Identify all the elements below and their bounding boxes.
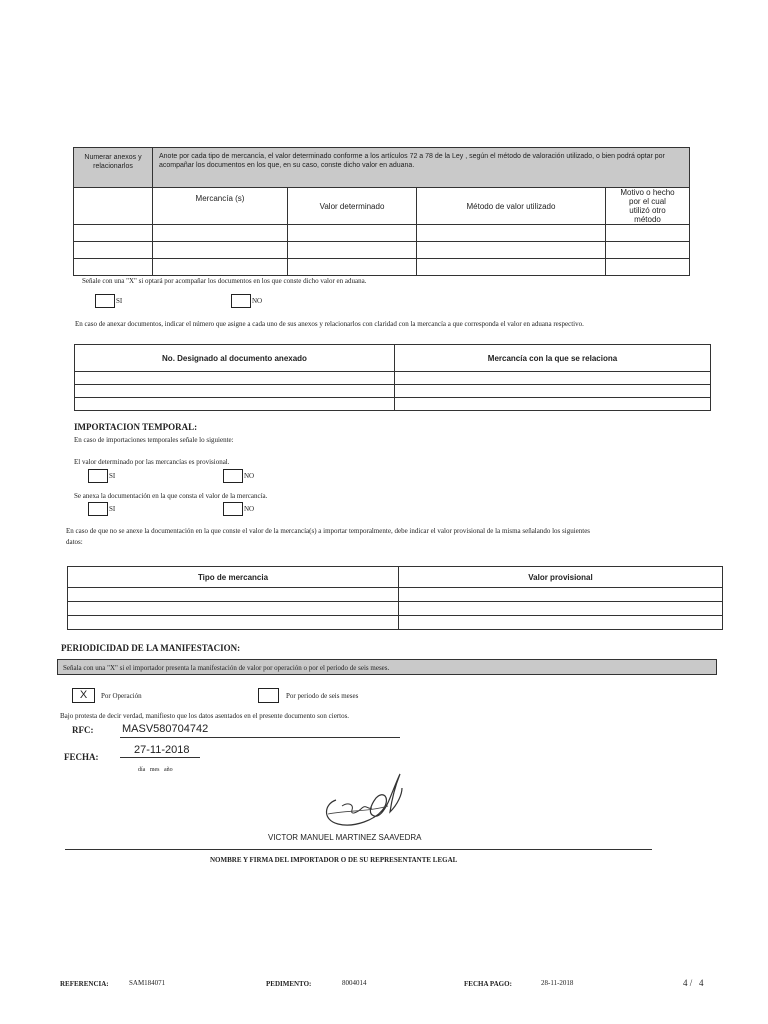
signature-caption: NOMBRE Y FIRMA DEL IMPORTADOR O DE SU REPRESENTANTE LEGAL [210,856,458,864]
fecha-value: 27-11-2018 [134,744,190,756]
temporal-intro: En caso de importaciones temporales señale lo siguiente: [74,436,234,444]
signature-image [318,768,408,838]
signature-line [65,849,652,850]
accompany-yes-checkbox[interactable] [95,294,115,308]
table-row [75,385,711,398]
annex-yes-label: SI [109,505,116,513]
header-tipo-mercancia: Tipo de mercancia [68,567,399,588]
per-six-months-checkbox[interactable] [258,688,279,703]
provisional-no-label: NO [244,472,255,480]
table-row [74,225,690,242]
footer-referencia-label: REFERENCIA: [60,980,109,988]
per-operation-label: Por Operación [101,692,142,700]
temporal-title: IMPORTACION TEMPORAL: [74,422,198,432]
temporal-note: En caso de que no se anexe la documentación en la que conste el valor de la mercancía(s) a importar temporalmente, debe indicar el valor provisional de la misma señalando los siguientes datos: [66,527,591,546]
provisional-yes-checkbox[interactable] [88,469,108,483]
accompany-no-checkbox[interactable] [231,294,251,308]
table-row [74,242,690,259]
annex-no-label: NO [244,505,255,513]
fecha-hint: día mes año [138,767,173,773]
temporal-q2: Se anexa la documentación en la que consta el valor de la mercancía. [74,492,268,500]
annex-no-checkbox[interactable] [223,502,243,516]
provisional-table [67,566,723,630]
annex-number-header: Numerar anexos y relacionarlos [74,148,153,188]
header-mercancia-relaciona: Mercancía con la que se relaciona [395,345,711,372]
accompany-question: Señale con una "X" si optará por acompañar los documentos en los que conste dicho valor en aduana. [82,277,367,285]
valuation-table [73,147,690,276]
header-metodo: Método de valor utilizado [417,188,606,225]
header-documento-anexado: No. Designado al documento anexado [75,345,395,372]
accompany-no-label: NO [252,297,263,305]
footer-referencia-value: SAM184071 [129,979,166,987]
valuation-instruction: Anote por cada tipo de mercancía, el valor determinado conforme a los artículos 72 a 78 de la Ley , según el método de valoración utilizado, o bien podrá optar por acompañar los documentos en los que, en su caso, conste dicho valor en aduana. [153,148,690,188]
rfc-underline [120,737,400,738]
annex-docs-instruction: En caso de anexar documentos, indicar el número que asigne a cada uno de sus anexos y relacionarlos con claridad con la mercancía a que corresponda el valor en aduana respectivo. [75,320,584,328]
provisional-yes-label: SI [109,472,116,480]
footer-fecha-pago-value: 28-11-2018 [541,979,574,987]
table-row [75,398,711,411]
header-valor-provisional: Valor provisional [399,567,723,588]
table-row [75,372,711,385]
per-operation-checkbox[interactable]: X [72,688,95,703]
fecha-label: FECHA: [64,752,99,762]
footer-pedimento-label: PEDIMENTO: [266,980,312,988]
rfc-label: RFC: [72,725,94,735]
periodicity-instruction: Señala con una "X" si el importador presenta la manifestación de valor por operación o por el periodo de seis meses. [57,659,717,675]
footer-fecha-pago-label: FECHA PAGO: [464,980,512,988]
header-motivo: Motivo o hecho por el cual utilizó otro método [606,188,690,225]
signer-name: VICTOR MANUEL MARTINEZ SAAVEDRA [268,833,422,842]
table-row [68,602,723,616]
rfc-value: MASV580704742 [122,723,209,735]
page-number: 4 / 4 [683,978,704,988]
temporal-q1: El valor determinado por las mercancías es provisional. [74,458,230,466]
fecha-underline [120,757,200,758]
table-row [68,588,723,602]
footer-pedimento-value: 8004014 [342,979,367,987]
periodicity-title: PERIODICIDAD DE LA MANIFESTACION: [61,643,241,653]
header-valor-determinado: Valor determinado [288,188,417,225]
declaration-text: Bajo protesta de decir verdad, manifiesto que los datos asentados en el presente documento son ciertos. [60,712,350,720]
table-row [74,259,690,276]
table-row [68,616,723,630]
per-six-months-label: Por periodo de seis meses [286,692,359,700]
accompany-yes-label: SI [116,297,123,305]
annex-docs-table [74,344,711,411]
provisional-no-checkbox[interactable] [223,469,243,483]
annex-yes-checkbox[interactable] [88,502,108,516]
header-mercancia: Mercancía (s) [153,188,288,225]
